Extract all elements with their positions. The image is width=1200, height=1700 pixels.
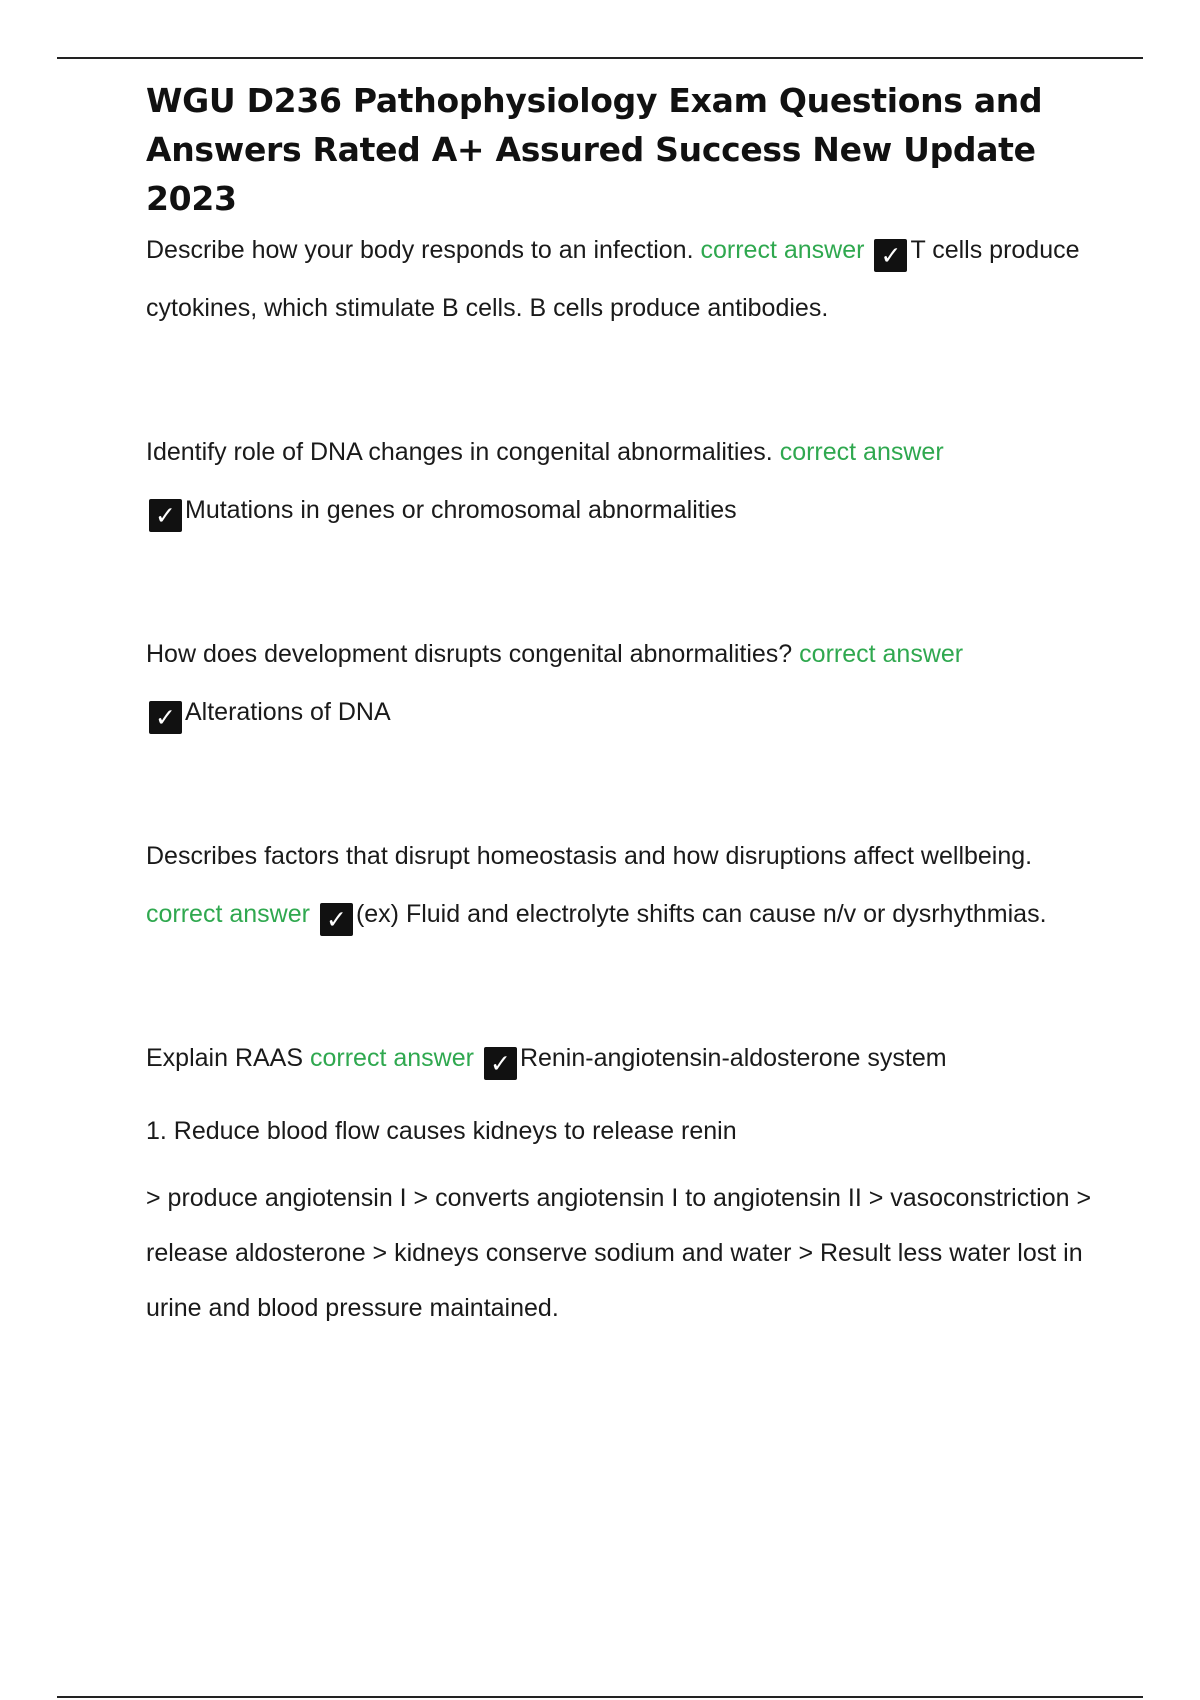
qa-item-infection-response [146, 221, 1106, 337]
bottom-divider [57, 1696, 1143, 1698]
spacer [146, 539, 1106, 625]
check-box-icon: ✓ [149, 701, 182, 734]
question-text: Describes factors that disrupt homeostasis and how disruptions affect wellbeing. [146, 842, 1033, 870]
document-body [146, 76, 1106, 1336]
check-box-icon: ✓ [874, 239, 907, 272]
spacer [146, 943, 1106, 1029]
correct-answer-label: correct answer [700, 236, 865, 264]
document-title: WGU D236 Pathophysiology Exam Questions and Answers Rated A+ Assured Success New Update 2023 [146, 81, 1043, 218]
raas-step-one: 1. Reduce blood flow causes kidneys to release renin [146, 1117, 737, 1145]
raas-flow-text: > produce angiotensin I > converts angiotensin I to angiotensin II > vasoconstriction > release aldosterone > kidneys conserve sodium and water > Result less water lost in urine and blood pressure maintained. [146, 1184, 1092, 1322]
check-box-icon: ✓ [484, 1047, 517, 1080]
spacer [146, 337, 1106, 423]
correct-answer-label: correct answer [779, 438, 944, 466]
spacer [146, 741, 1106, 827]
check-box-icon: ✓ [320, 903, 353, 936]
answer-text: Alterations of DNA [185, 698, 391, 726]
qa-item-homeostasis [146, 827, 1106, 943]
qa-item-development-disruption [146, 625, 1106, 741]
answer-text: Mutations in genes or chromosomal abnormalities [185, 496, 737, 524]
answer-text: T cells produce cytokines, which stimulate B cells. B cells produce antibodies. [146, 236, 1080, 322]
correct-answer-label: correct answer [146, 900, 310, 928]
qa-item-dna-changes [146, 423, 1106, 539]
question-text: Explain RAAS [146, 1044, 304, 1072]
answer-text: Renin-angiotensin-aldosterone system [519, 1044, 947, 1072]
top-divider [57, 57, 1143, 59]
correct-answer-label: correct answer [799, 640, 964, 668]
answer-text: (ex) Fluid and electrolyte shifts can cause n/v or dysrhythmias. [355, 900, 1047, 928]
question-text: How does development disrupts congenital abnormalities? [146, 640, 793, 668]
check-box-icon: ✓ [149, 499, 182, 532]
correct-answer-label: correct answer [309, 1044, 474, 1072]
question-text: Identify role of DNA changes in congenital abnormalities. [146, 438, 773, 466]
qa-item-raas [146, 1029, 1106, 1087]
question-text: Describe how your body responds to an infection. [146, 236, 694, 264]
